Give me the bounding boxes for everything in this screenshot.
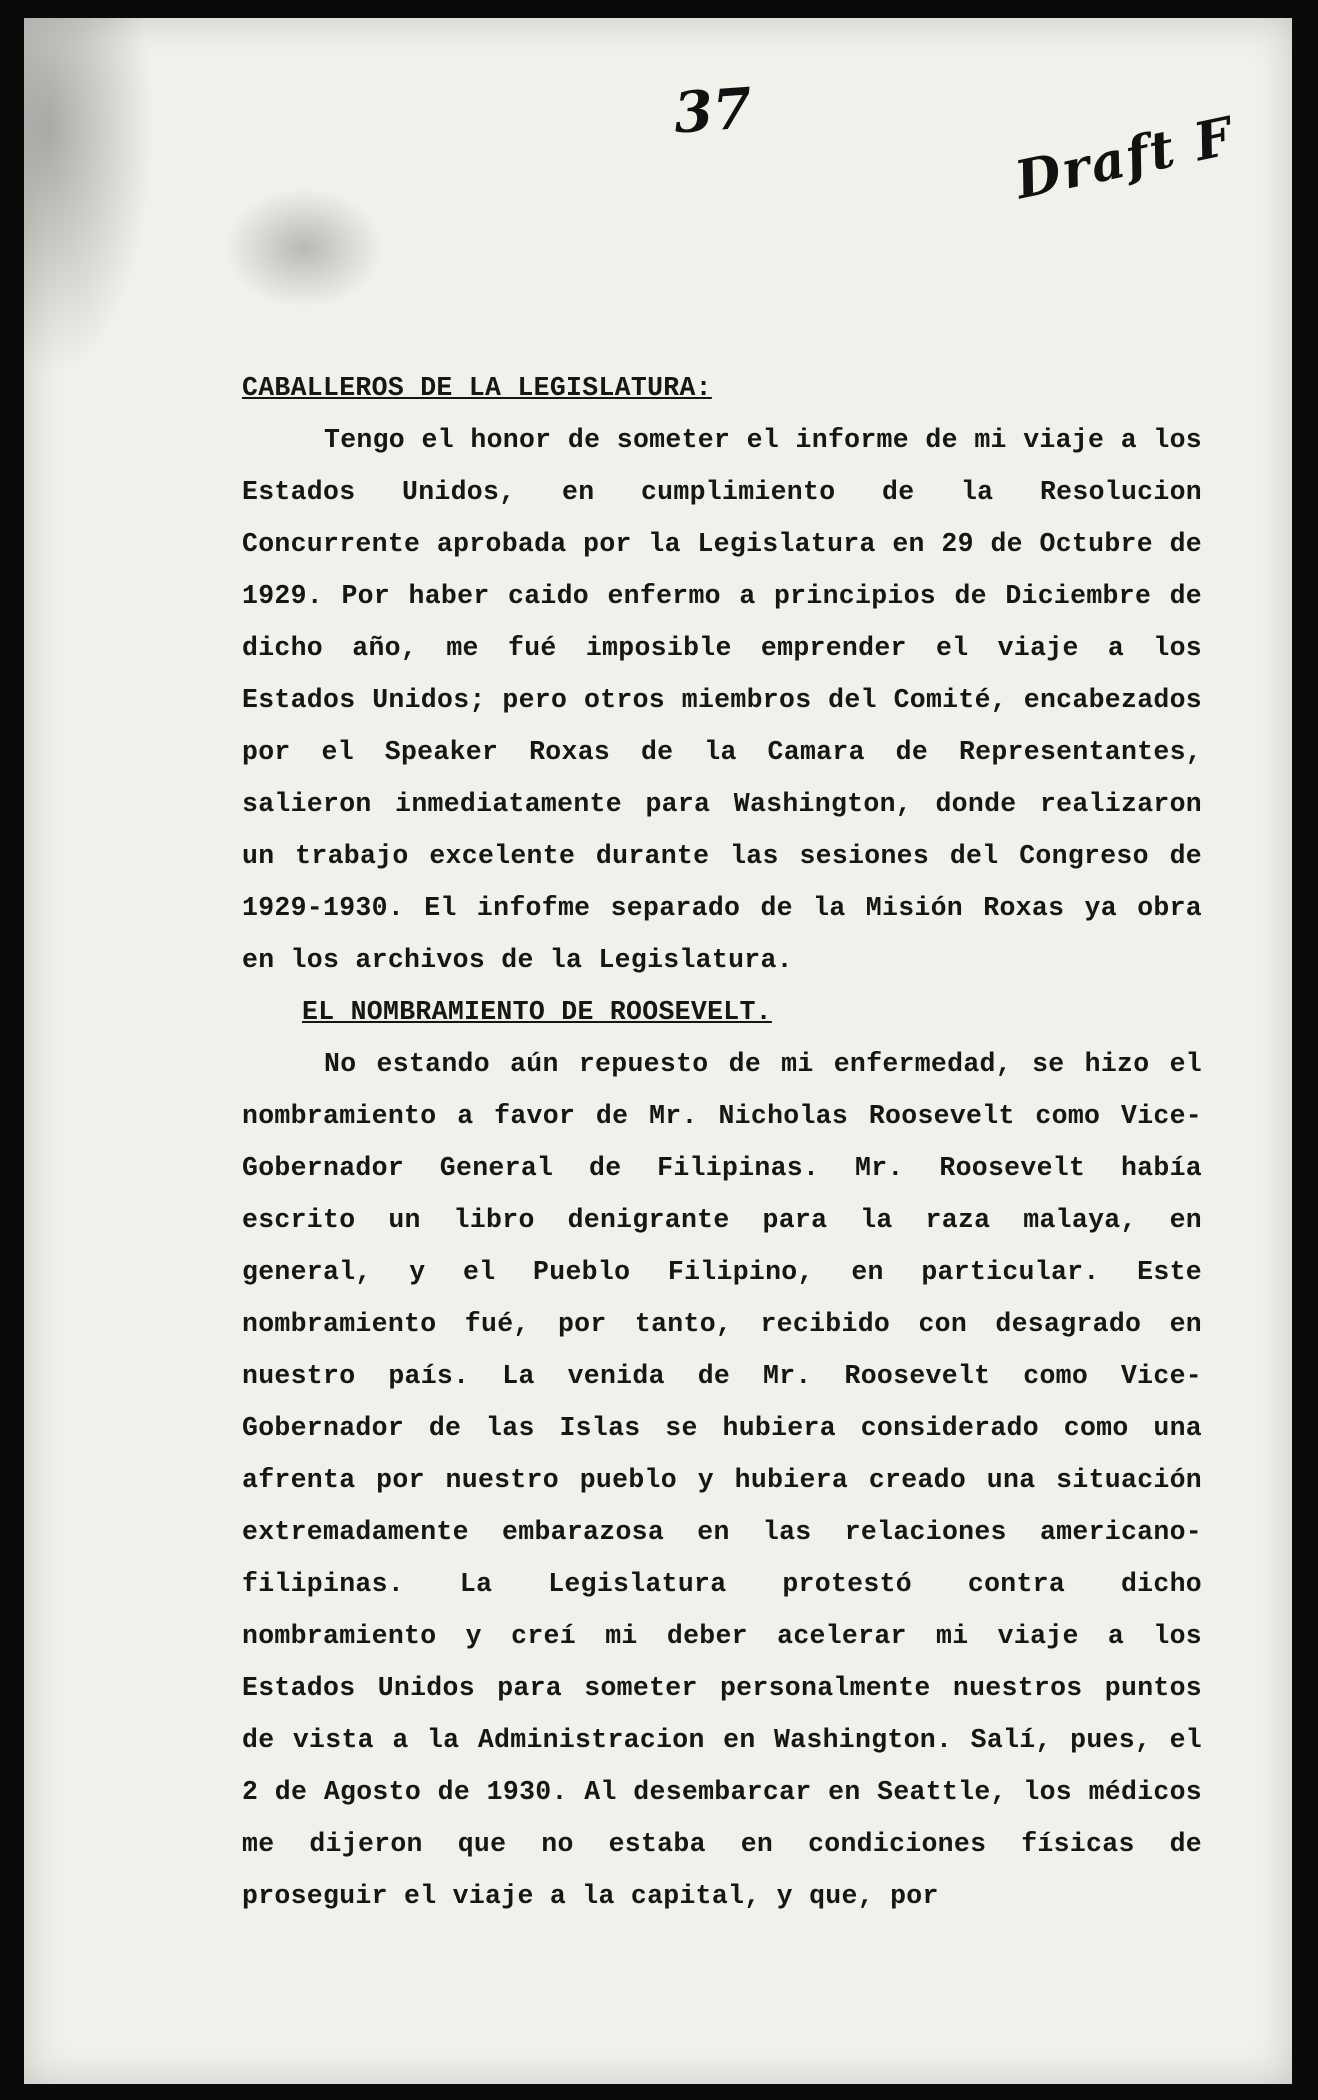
salutation: CABALLEROS DE LA LEGISLATURA:	[242, 373, 712, 403]
typed-letter-body	[242, 362, 1202, 1922]
section-heading: EL NOMBRAMIENTO DE ROOSEVELT.	[302, 997, 772, 1027]
handwritten-draft-mark: Draft F	[1010, 105, 1240, 212]
document-page	[24, 18, 1292, 2084]
handwritten-page-number: 37	[671, 75, 755, 147]
paragraph-roosevelt-appointment: No estando aún repuesto de mi enfermedad, se hizo el nombramiento a favor de Mr. Nicholas Roosevelt como Vice-Gobernador General de Filipinas. Mr. Roosevelt había escrito un libro denigrante para la raza malaya, en general, y el Pueblo Filipino, en particular. Este nombramiento fué, por tanto, recibido con desagrado en nuestro país. La venida de Mr. Roosevelt como Vice-Gobernador de las Islas se hubiera considerado como una afrenta por nuestro pueblo y hubiera creado una situación extremadamente embarazosa en las relaciones americano-filipinas. La Legislatura protestó contra dicho nombramiento y creí mi deber acelerar mi viaje a los Estados Unidos para someter personalmente nuestros puntos de vista a la Administracion en Washington. Salí, pues, el 2 de Agosto de 1930. Al desembarcar en Seattle, los médicos me dijeron que no estaba en condiciones físicas de proseguir el viaje a la capital, y que, por	[242, 1049, 1202, 1911]
paragraph-report-intro: Tengo el honor de someter el informe de mi viaje a los Estados Unidos, en cumplimiento de la Resolucion Concurrente aprobada por la Legislatura en 29 de Octubre de 1929. Por haber caido enfermo a principios de Diciembre de dicho año, me fué imposible emprender el viaje a los Estados Unidos; pero otros miembros del Comité, encabezados por el Speaker Roxas de la Camara de Representantes, salieron inmediatamente para Washington, donde realizaron un trabajo excelente durante las sesiones del Congreso de 1929-1930. El infofme separado de la Misión Roxas ya obra en los archivos de la Legislatura.	[242, 425, 1202, 975]
